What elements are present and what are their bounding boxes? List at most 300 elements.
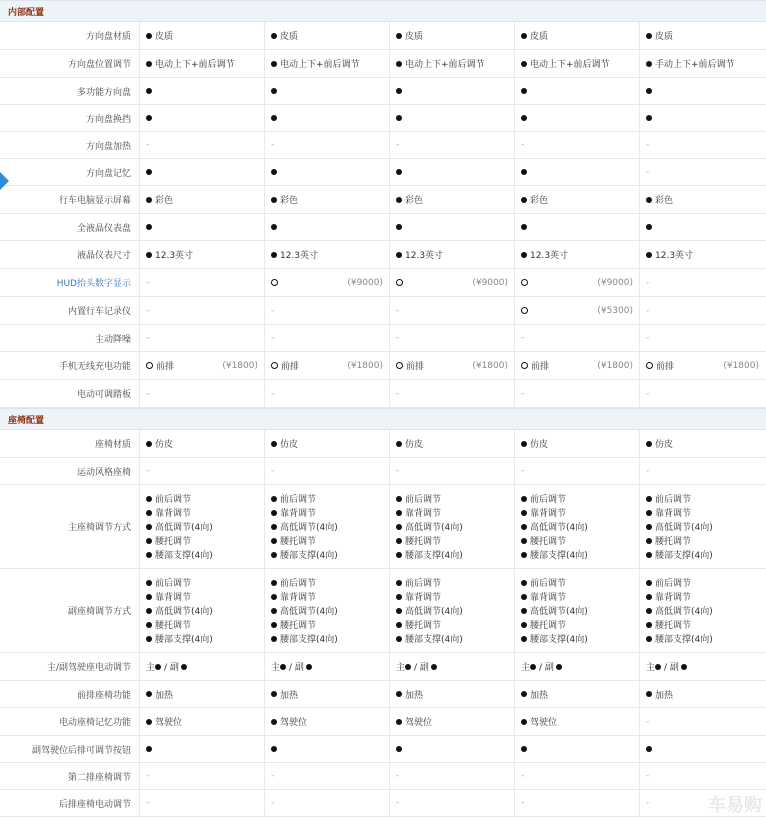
filled-dot-icon (271, 691, 277, 697)
cell-line (146, 387, 258, 401)
section-header: 座椅配置 (0, 408, 766, 430)
filled-dot-icon (646, 538, 652, 544)
spec-cell (140, 78, 265, 104)
cell-line (271, 534, 383, 548)
spec-cell (265, 241, 390, 268)
cell-line (146, 138, 258, 152)
not-available-dash: - (146, 277, 150, 288)
row-label: 内置行车记录仪 (0, 297, 140, 324)
spec-cell (640, 269, 765, 296)
spec-cell (140, 241, 265, 268)
filled-dot-icon (271, 88, 277, 94)
hollow-ring-icon (396, 362, 403, 369)
cell-line (146, 437, 258, 451)
spec-cell (515, 325, 640, 351)
not-available-dash: - (396, 466, 400, 476)
cell-line (271, 276, 383, 290)
cell-value: 前后调节 (530, 495, 567, 505)
spec-cell (265, 653, 390, 680)
spec-cell (640, 681, 765, 707)
spec-cell (390, 380, 515, 407)
filled-dot-icon (646, 33, 652, 39)
spec-cell (515, 78, 640, 104)
cell-value: 腰托调节 (530, 537, 567, 547)
cell-line (271, 84, 383, 98)
row-label: 主/副驾驶座电动调节 (0, 653, 140, 680)
cell-value: 仿皮 (405, 440, 424, 450)
filled-dot-icon (271, 510, 277, 516)
filled-dot-icon (396, 636, 402, 642)
arrow-right-icon[interactable] (0, 172, 9, 190)
filled-dot-icon (396, 496, 402, 502)
cell-value: 靠背调节 (155, 593, 192, 603)
cell-value: 腰托调节 (655, 621, 692, 631)
cell-line (146, 534, 258, 548)
cell-value: 彩色 (280, 196, 299, 206)
spec-cell (265, 736, 390, 762)
spec-row (0, 50, 766, 78)
cell-line (396, 534, 508, 548)
not-available-dash: - (271, 798, 275, 808)
spec-cell (515, 790, 640, 816)
spec-row (0, 380, 766, 408)
cell-line (396, 520, 508, 534)
cell-value: 靠背调节 (655, 509, 692, 519)
cell-line (146, 304, 258, 318)
spec-cell (515, 105, 640, 131)
cell-value: 电动上下+前后调节 (405, 60, 485, 70)
cell-value: 皮质 (155, 32, 174, 42)
hollow-ring-icon (271, 279, 278, 286)
option-price: (¥1800) (597, 360, 633, 371)
spec-row (0, 105, 766, 132)
spec-cell (640, 241, 765, 268)
row-label: 主动降噪 (0, 325, 140, 351)
spec-row (0, 132, 766, 159)
not-available-dash: - (271, 388, 275, 399)
filled-dot-icon (146, 636, 152, 642)
filled-dot-icon (146, 524, 152, 530)
cell-value: 仿皮 (280, 440, 299, 450)
spec-cell (265, 186, 390, 213)
spec-row (0, 430, 766, 458)
cell-value: 腰托调节 (155, 537, 192, 547)
filled-dot-icon (146, 441, 152, 447)
driver-label: 主 (396, 663, 406, 673)
cell-line (521, 520, 633, 534)
cell-line (646, 276, 759, 290)
cell-line (396, 618, 508, 632)
spec-cell (515, 485, 640, 568)
cell-line (396, 138, 508, 152)
spec-cell (515, 458, 640, 484)
cell-line (146, 769, 258, 783)
filled-dot-icon (521, 33, 527, 39)
cell-line (521, 660, 633, 674)
spec-row (0, 485, 766, 569)
filled-dot-icon (146, 746, 152, 752)
cell-value: 高低调节(4向) (530, 607, 588, 617)
cell-value: 靠背调节 (280, 593, 317, 603)
filled-dot-icon (271, 252, 277, 258)
filled-dot-icon (556, 664, 562, 670)
filled-dot-icon (146, 510, 152, 516)
cell-value: 前后调节 (655, 579, 692, 589)
spec-cell (265, 380, 390, 407)
cell-line (396, 492, 508, 506)
cell-line (396, 276, 508, 290)
not-available-dash: - (146, 305, 150, 316)
filled-dot-icon (271, 224, 277, 230)
filled-dot-icon (521, 746, 527, 752)
filled-dot-icon (396, 33, 402, 39)
option-price: (¥1800) (222, 360, 258, 371)
not-available-dash: - (646, 466, 650, 476)
spec-cell (265, 352, 390, 379)
cell-value: 前后调节 (530, 579, 567, 589)
cell-line (646, 769, 759, 783)
cell-value: 腰托调节 (280, 537, 317, 547)
filled-dot-icon (396, 61, 402, 67)
not-available-dash: - (646, 798, 650, 808)
cell-value: 高低调节(4向) (280, 523, 338, 533)
cell-value: 12.3英寸 (530, 251, 569, 261)
cell-line (271, 548, 383, 562)
not-available-dash: - (521, 798, 525, 808)
cell-line (146, 84, 258, 98)
cell-line (396, 193, 508, 207)
filled-dot-icon (146, 224, 152, 230)
spec-cell (390, 105, 515, 131)
cell-line (271, 193, 383, 207)
cell-line (646, 437, 759, 451)
cell-value: 驾驶位 (280, 718, 308, 728)
cell-line (396, 742, 508, 756)
filled-dot-icon (271, 580, 277, 586)
cell-line (396, 506, 508, 520)
cell-line (521, 29, 633, 43)
spec-cell (140, 186, 265, 213)
filled-dot-icon (271, 169, 277, 175)
spec-cell (640, 352, 765, 379)
cell-line (646, 84, 759, 98)
cell-value: 手动上下+前后调节 (655, 60, 735, 70)
cell-line (396, 796, 508, 810)
cell-value: 靠背调节 (405, 593, 442, 603)
spec-cell (390, 352, 515, 379)
cell-line (271, 138, 383, 152)
cell-line (271, 111, 383, 125)
passenger-label: / 副 (664, 663, 679, 673)
cell-line (521, 437, 633, 451)
option-price: (¥9000) (597, 277, 633, 288)
cell-line (521, 387, 633, 401)
filled-dot-icon (271, 636, 277, 642)
row-label: 方向盘加热 (0, 132, 140, 158)
spec-row (0, 241, 766, 269)
spec-cell (390, 159, 515, 185)
filled-dot-icon (396, 510, 402, 516)
cell-value: 前后调节 (155, 495, 192, 505)
row-label: 前排座椅功能 (0, 681, 140, 707)
filled-dot-icon (521, 169, 527, 175)
filled-dot-icon (271, 746, 277, 752)
cell-value: 腰部支撑(4向) (280, 551, 338, 561)
spec-cell (390, 241, 515, 268)
cell-line (521, 220, 633, 234)
cell-value: 12.3英寸 (155, 251, 194, 261)
cell-value: 靠背调节 (530, 509, 567, 519)
cell-line (646, 29, 759, 43)
filled-dot-icon (646, 252, 652, 258)
spec-cell (515, 736, 640, 762)
spec-cell (390, 22, 515, 49)
hollow-ring-icon (271, 362, 278, 369)
filled-dot-icon (271, 197, 277, 203)
cell-line (146, 193, 258, 207)
spec-cell (140, 763, 265, 789)
spec-cell (390, 458, 515, 484)
cell-value: 彩色 (530, 196, 549, 206)
spec-cell (390, 186, 515, 213)
cell-line (146, 660, 258, 674)
cell-value: 前后调节 (280, 495, 317, 505)
cell-line (146, 276, 258, 290)
filled-dot-icon (646, 622, 652, 628)
row-label: 方向盘换挡 (0, 105, 140, 131)
spec-cell (640, 159, 765, 185)
spec-cell (515, 297, 640, 324)
cell-line (521, 742, 633, 756)
spec-cell (390, 430, 515, 457)
cell-line (146, 742, 258, 756)
cell-value: 靠背调节 (280, 509, 317, 519)
spec-cell (265, 22, 390, 49)
filled-dot-icon (521, 608, 527, 614)
filled-dot-icon (155, 664, 161, 670)
hollow-ring-icon (396, 279, 403, 286)
cell-value: 前排 (531, 362, 550, 372)
not-available-dash: - (271, 140, 275, 150)
filled-dot-icon (271, 608, 277, 614)
filled-dot-icon (521, 622, 527, 628)
cell-line (146, 590, 258, 604)
spec-cell (640, 132, 765, 158)
filled-dot-icon (271, 594, 277, 600)
cell-value: 加热 (405, 690, 424, 701)
spec-cell (390, 681, 515, 707)
filled-dot-icon (396, 594, 402, 600)
not-available-dash: - (646, 305, 650, 316)
cell-line (646, 220, 759, 234)
cell-line (396, 437, 508, 451)
row-label: 多功能方向盘 (0, 78, 140, 104)
row-label: 主座椅调节方式 (0, 485, 140, 568)
cell-line (396, 304, 508, 318)
filled-dot-icon (646, 594, 652, 600)
cell-line (521, 492, 633, 506)
spec-cell (390, 269, 515, 296)
spec-cell (640, 50, 765, 77)
filled-dot-icon (271, 115, 277, 121)
row-label: 电动座椅记忆功能 (0, 708, 140, 735)
filled-dot-icon (521, 538, 527, 544)
spec-cell (515, 763, 640, 789)
not-available-dash: - (646, 167, 650, 177)
cell-line (146, 618, 258, 632)
cell-value: 高低调节(4向) (280, 607, 338, 617)
spec-cell (265, 214, 390, 240)
spec-cell (515, 569, 640, 652)
passenger-label: / 副 (539, 663, 554, 673)
cell-value: 腰托调节 (405, 537, 442, 547)
cell-line (396, 660, 508, 674)
spec-cell (640, 105, 765, 131)
filled-dot-icon (646, 580, 652, 586)
spec-cell (390, 132, 515, 158)
spec-cell (390, 50, 515, 77)
cell-line (646, 590, 759, 604)
cell-line (396, 548, 508, 562)
spec-row (0, 681, 766, 708)
cell-line (521, 138, 633, 152)
cell-line (271, 304, 383, 318)
filled-dot-icon (396, 538, 402, 544)
spec-cell (140, 681, 265, 707)
row-label[interactable]: HUD抬头数字显示 (0, 269, 140, 296)
cell-line (396, 220, 508, 234)
cell-line (146, 506, 258, 520)
cell-line (396, 464, 508, 478)
filled-dot-icon (646, 746, 652, 752)
spec-cell (515, 269, 640, 296)
filled-dot-icon (646, 510, 652, 516)
cell-line (646, 165, 759, 179)
filled-dot-icon (521, 224, 527, 230)
spec-row (0, 653, 766, 681)
cell-line (146, 520, 258, 534)
cell-line (271, 331, 383, 345)
spec-row (0, 78, 766, 105)
cell-value: 腰托调节 (155, 621, 192, 631)
cell-line (146, 604, 258, 618)
not-available-dash: - (521, 466, 525, 476)
filled-dot-icon (521, 580, 527, 586)
filled-dot-icon (521, 115, 527, 121)
not-available-dash: - (646, 140, 650, 150)
spec-cell (640, 653, 765, 680)
cell-line (646, 304, 759, 318)
cell-line (521, 534, 633, 548)
not-available-dash: - (646, 333, 650, 343)
cell-line (396, 687, 508, 701)
filled-dot-icon (521, 441, 527, 447)
spec-cell (265, 430, 390, 457)
cell-line (646, 193, 759, 207)
cell-line (396, 111, 508, 125)
filled-dot-icon (181, 664, 187, 670)
spec-cell (140, 132, 265, 158)
filled-dot-icon (271, 496, 277, 502)
cell-line (146, 248, 258, 262)
filled-dot-icon (396, 746, 402, 752)
cell-value: 仿皮 (530, 440, 549, 450)
spec-cell (265, 485, 390, 568)
spec-cell (140, 485, 265, 568)
cell-value: 12.3英寸 (405, 251, 444, 261)
not-available-dash: - (271, 333, 275, 343)
filled-dot-icon (396, 224, 402, 230)
cell-line (271, 29, 383, 43)
filled-dot-icon (396, 719, 402, 725)
spec-row (0, 458, 766, 485)
option-price: (¥1800) (347, 360, 383, 371)
spec-cell (640, 569, 765, 652)
section-header: 内部配置 (0, 0, 766, 22)
hollow-ring-icon (521, 279, 528, 286)
cell-line (271, 618, 383, 632)
spec-cell (140, 569, 265, 652)
filled-dot-icon (521, 61, 527, 67)
cell-line (146, 492, 258, 506)
not-available-dash: - (396, 771, 400, 781)
row-label: 副座椅调节方式 (0, 569, 140, 652)
not-available-dash: - (146, 771, 150, 781)
filled-dot-icon (396, 552, 402, 558)
cell-value: 彩色 (155, 196, 174, 206)
cell-value: 腰托调节 (530, 621, 567, 631)
not-available-dash: - (646, 716, 650, 727)
filled-dot-icon (271, 61, 277, 67)
filled-dot-icon (396, 88, 402, 94)
filled-dot-icon (146, 197, 152, 203)
filled-dot-icon (521, 691, 527, 697)
spec-cell (265, 325, 390, 351)
cell-line (146, 220, 258, 234)
cell-line (271, 769, 383, 783)
cell-line (646, 464, 759, 478)
spec-cell (640, 485, 765, 568)
cell-value: 前后调节 (280, 579, 317, 589)
cell-line (521, 57, 633, 71)
row-label: 方向盘记忆 (0, 159, 140, 185)
spec-row (0, 790, 766, 817)
cell-line (646, 534, 759, 548)
cell-line (646, 576, 759, 590)
cell-line (146, 715, 258, 729)
cell-line (521, 796, 633, 810)
cell-line (646, 57, 759, 71)
cell-line (646, 520, 759, 534)
cell-line (646, 715, 759, 729)
not-available-dash: - (146, 333, 150, 343)
cell-line (146, 464, 258, 478)
cell-value: 高低调节(4向) (155, 523, 213, 533)
cell-value: 前排 (656, 362, 675, 372)
filled-dot-icon (396, 608, 402, 614)
spec-cell (515, 653, 640, 680)
cell-line (396, 331, 508, 345)
driver-label: 主 (646, 663, 656, 673)
cell-line (271, 492, 383, 506)
cell-value: 高低调节(4向) (655, 523, 713, 533)
filled-dot-icon (646, 496, 652, 502)
spec-cell (140, 736, 265, 762)
cell-line (271, 796, 383, 810)
filled-dot-icon (521, 719, 527, 725)
cell-line (521, 576, 633, 590)
not-available-dash: - (521, 771, 525, 781)
